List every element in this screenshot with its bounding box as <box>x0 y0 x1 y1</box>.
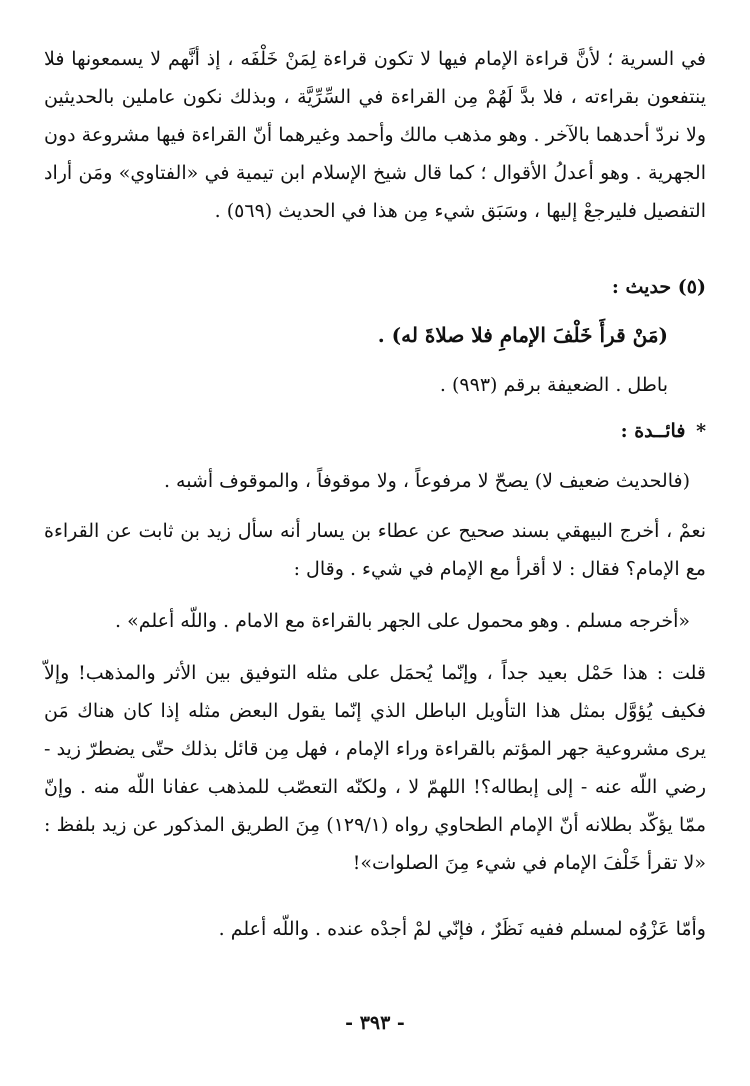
paragraph-bayhaqi: نعمْ ، أخرج البيهقي بسند صحيح عن عطاء بن يسار أنه سأل زيد بن ثابت عن القراءة مع الإمام؟ فقال : لا أقرأ مع الإمام في شيء . وقال : <box>44 520 706 580</box>
page-number: - ٣٩٣ - <box>345 1012 405 1034</box>
hadith-text: (مَنْ قرأَ خَلْفَ الإمامِ فلا صلاةَ له) . <box>377 323 668 347</box>
asterisk-icon: * <box>696 420 706 442</box>
quote-weak-hadith: (فالحديث ضعيف لا) يصحّ لا مرفوعاً ، ولا موقوفاً ، والموقوف أشبه . <box>163 470 690 492</box>
hadith-heading: (٥) حديث : <box>611 276 706 298</box>
paragraph-attribution: وأمّا عَزْوُه لمسلم ففيه نَظَرٌ ، فإنّي لمْ أجدْه عنده . واللّه أعلم . <box>218 918 706 940</box>
quote-muslim: «أخرجه مسلم . وهو محمول على الجهر بالقراءة مع الامام . واللّه أعلم» . <box>114 610 690 632</box>
faida-heading-line <box>621 412 706 450</box>
paragraph-intro: في السرية ؛ لأنَّ قراءة الإمام فيها لا تكون قراءة لِمَنْ خَلْفَه ، إذ أنَّهم لا يسمعونها فلا ينتفعون بقراءته ، فلا بدَّ لَهُمْ مِن القراءة في السِّرِّيَّة ، وبذلك نكون عاملين بالحديثين ولا نردّ أحدهما بالآخر . وهو مذهب مالك وأحمد وغيرهما أنّ القراءة فيها مشروعة دون الجهرية . وهو أعدلُ الأقوال ؛ كما قال شيخ الإسلام ابن تيمية في «الفتاوي» ومَن أراد التفصيل فليرجعْ إليها ، وسَبَق شيء مِن هذا في الحديث (٥٦٩) . <box>44 48 706 222</box>
faida-heading: فائــدة : <box>620 420 686 442</box>
hadith-verdict: باطل . الضعيفة برقم (٩٩٣) . <box>439 374 668 396</box>
paragraph-commentary: قلت : هذا حَمْل بعيد جداً ، وإنّما يُحمَل على مثله التوفيق بين الأثر والمذهب! وإلاّ فكيف يُؤوَّل بمثل هذا التأويل الباطل الذي إنّما يقول البعض مثله إذا كان هناك مَن يرى مشروعية جهر المؤتم بالقراءة وراء الإمام ، فهل مِن قائل بذلك حتّى يضطرّ زيد - رضي اللّه عنه - إلى إبطاله؟! اللهمّ لا ، ولكنّه التعصّب للمذهب عفانا اللّه منه . وإنّ ممّا يؤكّد بطلانه أنّ الإمام الطحاوي رواه (١٢٩/١) مِنَ الطريق المذكور عن زيد بلفظ : «لا تقرأ خَلْفَ الإمام في شيء مِنَ الصلوات»! <box>44 662 706 874</box>
